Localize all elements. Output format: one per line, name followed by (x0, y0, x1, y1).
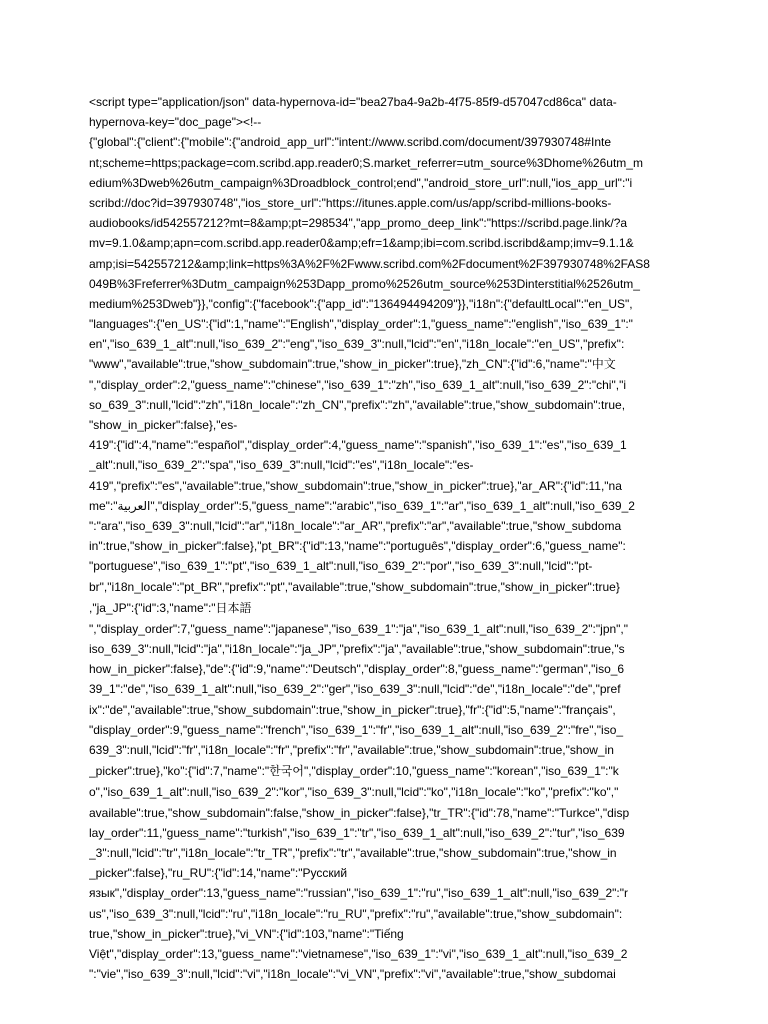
text-line: edium%3Dweb%26utm_campaign%3Droadblock_control;end","android_store_url":null,"ios_app_url":"i (89, 175, 633, 190)
text-line: ","display_order":7,"guess_name":"japanese","iso_639_1":"ja","iso_639_1_alt":null,"iso_639_2":"jpn"," (89, 621, 629, 636)
text-line: 419":{"id":4,"name":"español","display_order":4,"guess_name":"spanish","iso_639_1":"es","iso_639_1 (89, 438, 627, 453)
text-line: amp;isi=542557212&amp;link=https%3A%2F%2Fwww.scribd.com%2Fdocument%2F397930748%2FAS8 (89, 256, 650, 271)
text-line: 639_3":null,"lcid":"fr","i18n_locale":"fr","prefix":"fr","available":true,"show_subdomain":true,"show_in (89, 743, 614, 757)
text-line: lay_order":11,"guess_name":"turkish","iso_639_1":"tr","iso_639_1_alt":null,"iso_639_2":"tur","iso_639 (89, 825, 625, 840)
text-line: 419","prefix":"es","available":true,"show_subdomain":true,"show_in_picker":true},"ar_AR":{"id":11,"na (89, 478, 622, 493)
text-line: hypernova-key="doc_page"><!-- (89, 115, 262, 130)
document-body (89, 92, 679, 984)
text-line: ,"ja_JP":{"id":3,"name":"日本語 (89, 600, 252, 615)
text-line: _picker":false},"ru_RU":{"id":14,"name":"Русский (89, 866, 348, 881)
text-line: true,"show_in_picker":true},"vi_VN":{"id":103,"name":"Tiếng (89, 926, 404, 941)
text-line: how_in_picker":false},"de":{"id":9,"name":"Deutsch","display_order":8,"guess_name":"german","iso_6 (89, 662, 625, 677)
text-line: язык","display_order":13,"guess_name":"russian","iso_639_1":"ru","iso_639_1_alt":null,"iso_639_2":"r (89, 886, 628, 901)
text-line: _alt":null,"iso_639_2":"spa","iso_639_3":null,"lcid":"es","i18n_locale":"es- (89, 458, 474, 473)
text-line: {"global":{"client":{"mobile":{"android_app_url":"intent://www.scribd.com/document/397930748#Inte (89, 135, 611, 150)
text-line: en","iso_639_1_alt":null,"iso_639_2":"eng","iso_639_3":null,"lcid":"en","i18n_locale":"en_US","prefix": (89, 337, 625, 352)
text-line: us","iso_639_3":null,"lcid":"ru","i18n_locale":"ru_RU","prefix":"ru","available":true,"show_subdomain": (89, 906, 623, 921)
text-line: audiobooks/id542557212?mt=8&amp;pt=298534","app_promo_deep_link":"https://scribd.page.link/?a (89, 216, 628, 231)
text-line: medium%253Dweb"}},"config":{"facebook":{"app_id":"136494494209"}},"i18n":{"defaultLocal":"en_US", (89, 296, 633, 311)
text-line: o","iso_639_1_alt":null,"iso_639_2":"kor","iso_639_3":null,"lcid":"ko","i18n_locale":"ko","prefix":"ko"," (89, 785, 619, 800)
text-line: iso_639_3":null,"lcid":"ja","i18n_locale":"ja_JP","prefix":"ja","available":true,"show_subdomain":true,"s (89, 642, 625, 657)
text-line: 39_1":"de","iso_639_1_alt":null,"iso_639_2":"ger","iso_639_3":null,"lcid":"de","i18n_locale":"de","pref (89, 682, 621, 697)
text-line: "languages":{"en_US":{"id":1,"name":"English","display_order":1,"guess_name":"english","iso_639_1":" (89, 317, 633, 332)
text-line: ":"ara","iso_639_3":null,"lcid":"ar","i18n_locale":"ar_AR","prefix":"ar","available":true,"show_subdoma (89, 518, 622, 533)
text-line: scribd://doc?id=397930748","ios_store_url":"https://itunes.apple.com/us/app/scribd-millions-books- (89, 195, 612, 210)
text-line: _3":null,"lcid":"tr","i18n_locale":"tr_TR","prefix":"tr","available":true,"show_subdomain":true,"show_in (89, 845, 617, 860)
text-line: ix":"de","available":true,"show_subdomain":true,"show_in_picker":true},"fr":{"id":5,"name":"français", (89, 702, 616, 717)
text-line: "www","available":true,"show_subdomain":true,"show_in_picker":true},"zh_CN":{"id":6,"name":"中文 (89, 357, 616, 372)
text-line: <script type="application/json" data-hypernova-id="bea27ba4-9a2b-4f75-85f9-d57047cd86ca" data- (89, 95, 617, 109)
text-line: so_639_3":null,"lcid":"zh","i18n_locale":"zh_CN","prefix":"zh","available":true,"show_subdomain":true, (89, 397, 626, 412)
text-line: nt;scheme=https;package=com.scribd.app.reader0;S.market_referrer=utm_source%3Dhome%26utm_m (89, 155, 643, 170)
text-line: _picker":true},"ko":{"id":7,"name":"한국어","display_order":10,"guess_name":"korean","iso_639_1":"k (89, 764, 619, 779)
text-line: 049B%3Freferrer%3Dutm_campaign%253Dapp_promo%2526utm_source%253Dinterstitial%2526utm_ (89, 276, 640, 291)
text-line: br","i18n_locale":"pt_BR","prefix":"pt","available":true,"show_subdomain":true,"show_in_picker":true} (89, 579, 620, 594)
text-line: Việt","display_order":13,"guess_name":"vietnamese","iso_639_1":"vi","iso_639_1_alt":null,"iso_639_2 (89, 946, 628, 961)
text-line: "portuguese","iso_639_1":"pt","iso_639_1_alt":null,"iso_639_2":"por","iso_639_3":null,"lcid":"pt- (89, 559, 593, 574)
text-line: mv=9.1.0&amp;apn=com.scribd.app.reader0&amp;efr=1&amp;ibi=com.scribd.iscribd&amp;imv=9.1.1& (89, 236, 634, 251)
text-line: "show_in_picker":false},"es- (89, 418, 238, 432)
text-line: available":true,"show_subdomain":false,"show_in_picker":false},"tr_TR":{"id":78,"name":"Turkce","disp (89, 805, 630, 820)
text-line: in":true,"show_in_picker":false},"pt_BR":{"id":13,"name":"português","display_order":6,"guess_name": (89, 539, 626, 554)
text-line: ","display_order":2,"guess_name":"chinese","iso_639_1":"zh","iso_639_1_alt":null,"iso_639_2":"chi","i (89, 377, 626, 392)
text-line: "display_order":9,"guess_name":"french","iso_639_1":"fr","iso_639_1_alt":null,"iso_639_2":"fre","iso_ (89, 722, 624, 737)
text-line: ":"vie","iso_639_3":null,"lcid":"vi","i18n_locale":"vi_VN","prefix":"vi","available":true,"show_subdomai (89, 967, 616, 982)
text-line: me":"العربية","display_order":5,"guess_name":"arabic","iso_639_1":"ar","iso_639_1_alt":null,"iso_639_2 (89, 498, 635, 513)
